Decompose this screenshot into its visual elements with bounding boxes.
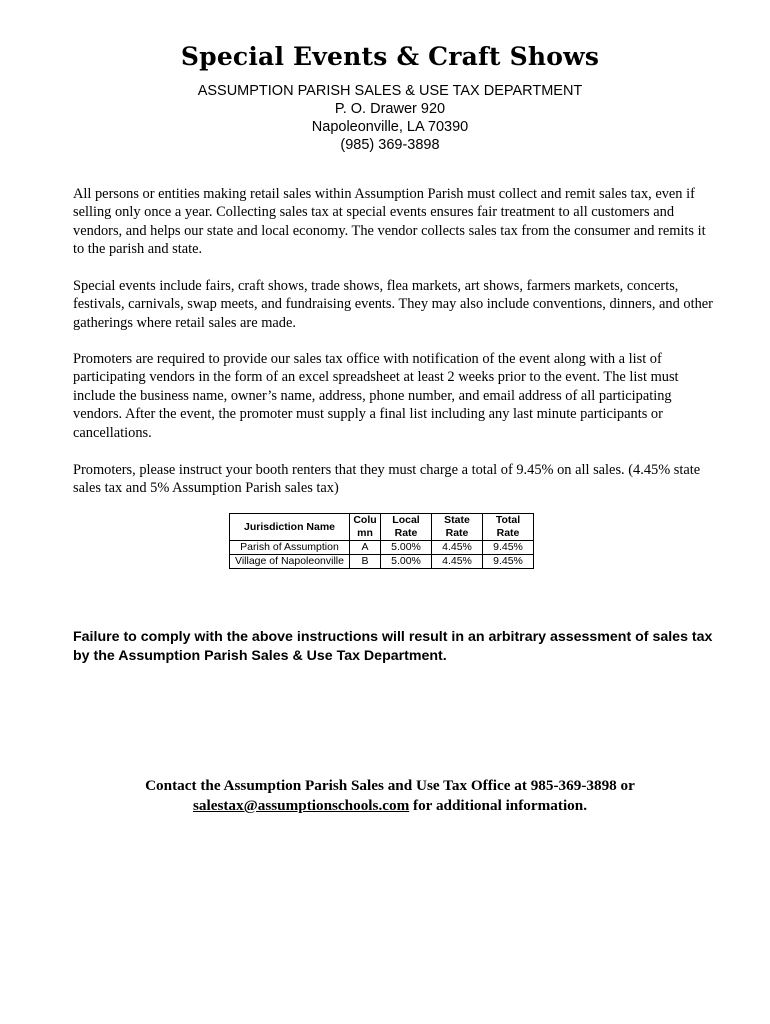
table-header-row <box>230 514 534 541</box>
table-cell: Village of Napoleonville <box>230 555 350 569</box>
table-cell: 4.45% <box>432 541 483 555</box>
table-cell: 9.45% <box>483 541 534 555</box>
table-cell: Parish of Assumption <box>230 541 350 555</box>
table-cell: 4.45% <box>432 555 483 569</box>
contact-info <box>0 776 770 816</box>
column-header: Local Rate <box>381 514 432 541</box>
contact-suffix: for additional information. <box>409 797 587 814</box>
paragraph-special-events: Special events include fairs, craft shows, trade shows, flea markets, art shows, farmers markets, concerts, festivals, carnivals, swap meets, and fundraising events. They may also include conventions, dinners, and other gatherings where retail sales are made. <box>73 278 713 331</box>
paragraph-rate-instructions: Promoters, please instruct your booth renters that they must charge a total of 9.45% on all sales. (4.45% state sales tax and 5% Assumption Parish sales tax) <box>73 462 701 497</box>
email-link[interactable]: salestax@assumptionschools.com <box>193 797 410 814</box>
address-line-1: P. O. Drawer 920 <box>334 101 446 117</box>
table-cell: 5.00% <box>381 555 432 569</box>
department-header <box>0 82 770 154</box>
address-line-2: Napoleonville, LA 70390 <box>311 119 469 135</box>
table-cell: A <box>350 541 381 555</box>
paragraph-promoter-requirements: Promoters are required to provide our sales tax office with notification of the event along with a list of participating vendors in the form of an excel spreadsheet at least 2 weeks prior to the event. The list must include the business name, owner’s name, address, phone number, and email address of all participating vendors. After the event, the promoter must supply a final list including any last minute participants or cancellations. <box>73 351 679 441</box>
page-title: Special Events & Craft Shows <box>180 42 600 71</box>
column-header: Colu mn <box>350 514 381 541</box>
table-row <box>230 541 534 555</box>
table-cell: B <box>350 555 381 569</box>
contact-line: Contact the Assumption Parish Sales and Use Tax Office at 985-369-3898 or <box>145 777 635 794</box>
table-row <box>230 555 534 569</box>
contact-email-line <box>0 796 770 816</box>
column-header: State Rate <box>432 514 483 541</box>
column-header: Total Rate <box>483 514 534 541</box>
column-header: Jurisdiction Name <box>230 514 350 541</box>
table-cell: 5.00% <box>381 541 432 555</box>
table-cell: 9.45% <box>483 555 534 569</box>
paragraph-sales-tax-requirement: All persons or entities making retail sales within Assumption Parish must collect and remit sales tax, even if selling only once a year. Collecting sales tax at special events ensures fair treatment to all customers and vendors, and helps our state and local economy. The vendor collects sales tax from the consumer and remits it to the parish and state. <box>73 186 706 258</box>
compliance-warning: Failure to comply with the above instructions will result in an arbitrary assessment of sales tax by the Assumption Parish Sales & Use Tax Department. <box>73 629 713 664</box>
phone-number: (985) 369-3898 <box>340 137 440 153</box>
tax-rate-table <box>229 513 534 569</box>
department-name: ASSUMPTION PARISH SALES & USE TAX DEPARTMENT <box>197 83 583 99</box>
